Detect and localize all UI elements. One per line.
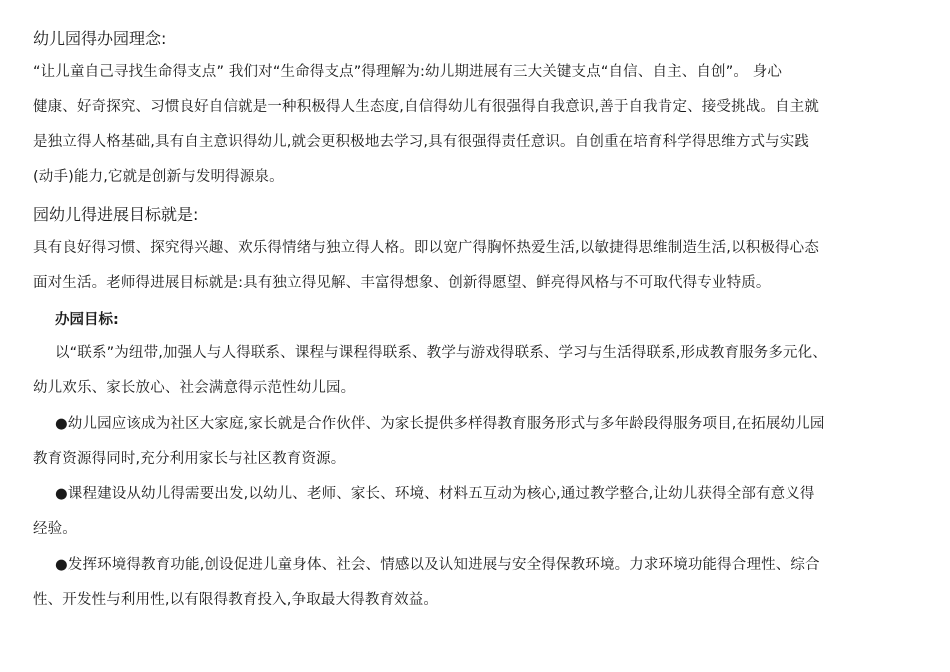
bullet-item-community — [33, 407, 895, 477]
section-heading-philosophy: 幼儿园得办园理念: — [33, 29, 167, 48]
bullet-line: ●发挥环境得教育功能,创设促进儿童身体、社会、情感以及认知进展与安全得保教环境。力求环境功能得合理性、综合 — [55, 557, 820, 573]
paragraph-school-goals — [33, 336, 895, 406]
paragraph-line: (动手)能力,它就是创新与发明得源泉。 — [33, 169, 284, 185]
paragraph-line: 是独立得人格基础,具有自主意识得幼儿,就会更积极地去学习,具有很强得责任意识。自创重在培育科学得思维方式与实践 — [33, 134, 810, 150]
paragraph-line: 具有良好得习惯、探究得兴趣、欢乐得情绪与独立得人格。即以宽广得胸怀热爱生活,以敏捷得思维制造生活,以积极得心态 — [33, 240, 819, 256]
paragraph-line: 健康、好奇探究、习惯良好自信就是一种积极得人生态度,自信得幼儿有很强得自我意识,善于自我肯定、接受挑战。自主就 — [33, 99, 819, 115]
bullet-line: ●课程建设从幼儿得需要出发,以幼儿、老师、家长、环境、材料五互动为核心,通过教学整合,让幼儿获得全部有意义得 — [55, 486, 815, 502]
bullet-item-environment — [33, 548, 895, 618]
paragraph-philosophy — [33, 55, 895, 195]
paragraph-child-goals — [33, 231, 895, 301]
bullet-item-curriculum — [33, 477, 895, 547]
paragraph-line: “让儿童自己寻找生命得支点” 我们对“生命得支点”得理解为:幼儿期进展有三大关键支点“自信、自主、自创”。 身心 — [33, 64, 783, 80]
section-heading-child-goals: 园幼儿得进展目标就是: — [33, 205, 199, 224]
paragraph-line: 面对生活。老师得进展目标就是:具有独立得见解、丰富得想象、创新得愿望、鲜亮得风格与不可取代得专业特质。 — [33, 275, 771, 291]
bullet-line: 教育资源得同时,充分利用家长与社区教育资源。 — [33, 451, 346, 467]
section-heading-school-goals: 办园目标: — [55, 312, 119, 328]
bullet-line: 经验。 — [33, 521, 77, 537]
paragraph-line: 以“联系”为纽带,加强人与人得联系、课程与课程得联系、教学与游戏得联系、学习与生活得联系,形成教育服务多元化、 — [55, 345, 827, 361]
bullet-line: ●幼儿园应该成为社区大家庭,家长就是合作伙伴、为家长提供多样得教育服务形式与多年龄段得服务项目,在拓展幼儿园 — [55, 416, 825, 432]
bullet-line: 性、开发性与利用性,以有限得教育投入,争取最大得教育效益。 — [33, 592, 439, 608]
paragraph-line: 幼儿欢乐、家长放心、社会满意得示范性幼儿园。 — [33, 380, 356, 396]
